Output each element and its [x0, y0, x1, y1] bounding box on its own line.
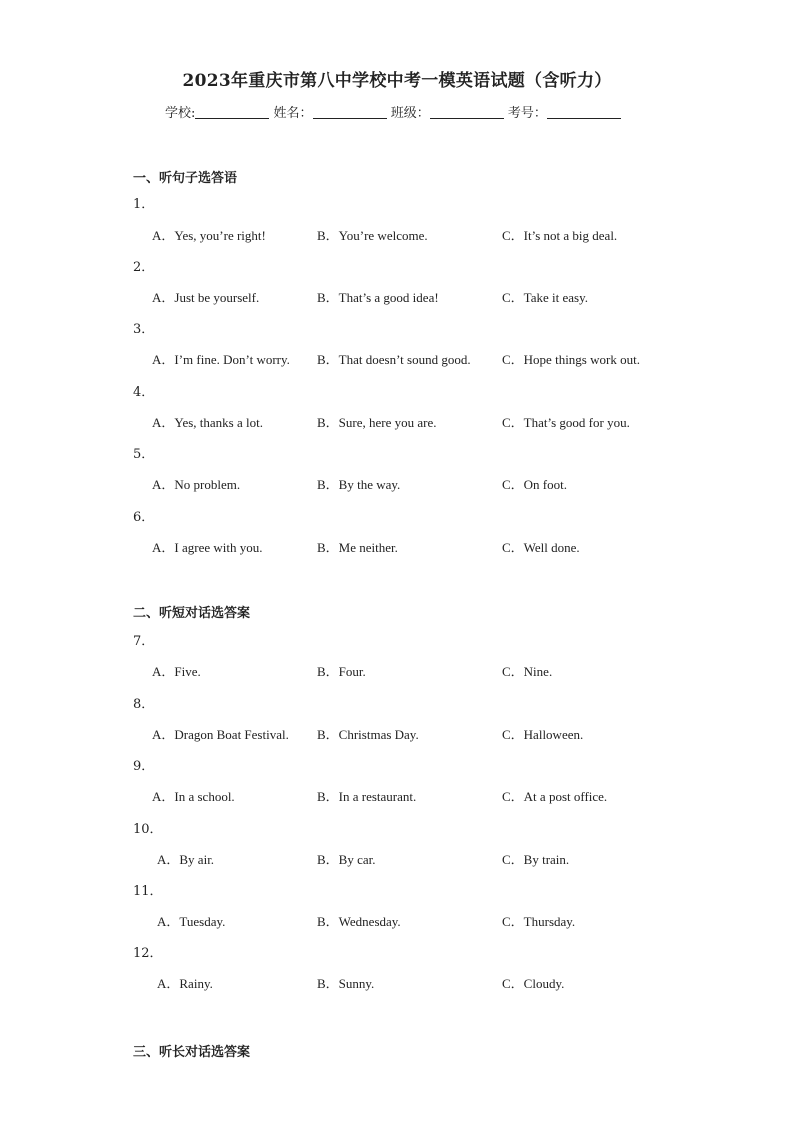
- option-c: C．Cloudy.: [502, 976, 565, 991]
- option-b: B．That doesn’t sound good.: [317, 352, 471, 367]
- question-number: 12．: [133, 946, 163, 961]
- option-c: C．At a post office.: [502, 789, 608, 804]
- option-a: A．Yes, thanks a lot.: [152, 415, 263, 430]
- option-c: C．Take it easy.: [502, 290, 588, 305]
- class-label: 班级：: [390, 106, 430, 121]
- section-heading-2: 二、听短对话选答案: [133, 606, 251, 621]
- option-a: A．Yes, you’re right!: [152, 228, 266, 243]
- school-blank: [195, 106, 269, 119]
- question-number: 4．: [133, 385, 155, 400]
- question-number: 3．: [133, 322, 155, 337]
- option-b: B．You’re welcome.: [317, 228, 428, 243]
- option-a: A．Five.: [152, 664, 201, 679]
- question-number: 11．: [133, 884, 163, 899]
- question-number: 5．: [133, 447, 155, 462]
- class-blank: [430, 106, 504, 119]
- name-label: 姓名：: [273, 106, 313, 121]
- page-title: 2023年重庆市第八中学校中考一模英语试题（含听力）: [182, 71, 612, 91]
- option-c: C．Well done.: [502, 540, 580, 555]
- student-info-line: [165, 102, 621, 121]
- option-c: C．By train.: [502, 852, 570, 867]
- option-b: B．By the way.: [317, 477, 401, 492]
- question-number: 7．: [133, 634, 155, 649]
- question-number: 6．: [133, 510, 155, 525]
- option-a: A．I’m fine. Don’t worry.: [152, 352, 290, 367]
- exam-number-blank: [547, 106, 621, 119]
- option-b: B．That’s a good idea!: [317, 290, 439, 305]
- option-b: B．Four.: [317, 664, 366, 679]
- question-number: 1．: [133, 197, 155, 212]
- question-number: 2．: [133, 260, 155, 275]
- option-c: C．Thursday.: [502, 914, 576, 929]
- option-c: C．It’s not a big deal.: [502, 228, 618, 243]
- section-heading-1: 一、听句子选答语: [133, 171, 238, 186]
- section-heading-3: 三、听长对话选答案: [133, 1045, 251, 1060]
- option-c: C．Hope things work out.: [502, 352, 640, 367]
- option-a: A．Rainy.: [157, 976, 213, 991]
- option-a: A．In a school.: [152, 789, 235, 804]
- option-a: A．I agree with you.: [152, 540, 263, 555]
- option-b: B．Wednesday.: [317, 914, 401, 929]
- question-number: 10．: [133, 822, 163, 837]
- option-a: A．By air.: [157, 852, 215, 867]
- option-b: B．Me neither.: [317, 540, 398, 555]
- option-b: B．Christmas Day.: [317, 727, 419, 742]
- option-a: A．No problem.: [152, 477, 241, 492]
- option-b: B．In a restaurant.: [317, 789, 417, 804]
- question-number: 9．: [133, 759, 155, 774]
- option-c: C．That’s good for you.: [502, 415, 630, 430]
- option-a: A．Dragon Boat Festival.: [152, 727, 289, 742]
- school-label: 学校:: [165, 106, 196, 121]
- option-a: A．Just be yourself.: [152, 290, 260, 305]
- option-a: A．Tuesday.: [157, 914, 226, 929]
- option-b: B．By car.: [317, 852, 376, 867]
- option-c: C．Nine.: [502, 664, 553, 679]
- option-b: B．Sure, here you are.: [317, 415, 437, 430]
- option-b: B．Sunny.: [317, 976, 375, 991]
- option-c: C．On foot.: [502, 477, 568, 492]
- question-number: 8．: [133, 697, 155, 712]
- name-blank: [313, 106, 387, 119]
- option-c: C．Halloween.: [502, 727, 584, 742]
- exam-number-label: 考号：: [507, 106, 547, 121]
